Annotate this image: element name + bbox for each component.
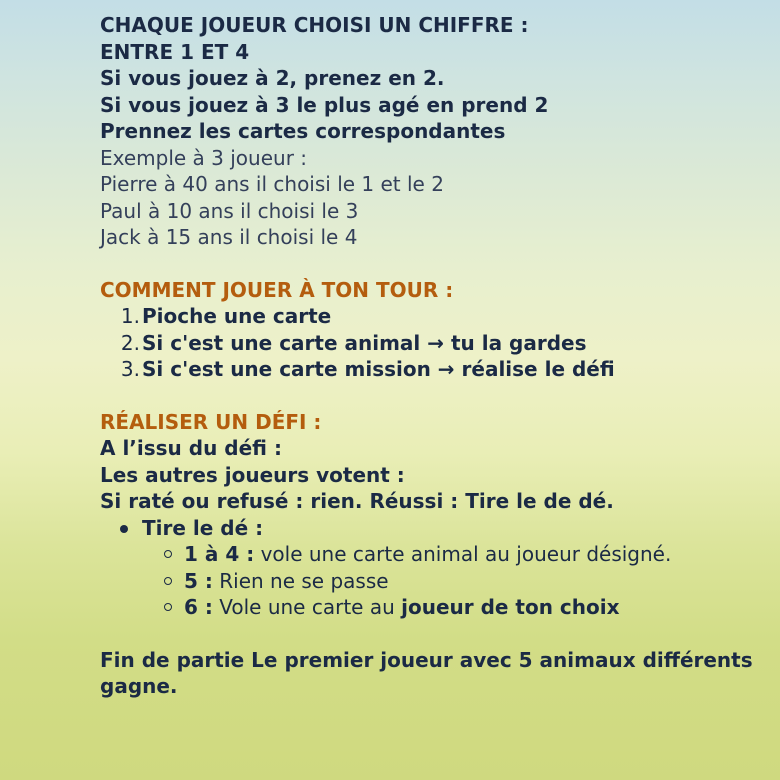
turn-step (100, 356, 760, 383)
example-line: Paul à 10 ans il choisi le 3 (100, 198, 359, 223)
defi-line-1: A l’issu du défi : (100, 436, 282, 460)
dice-bullet: Tire le dé : (100, 515, 760, 542)
turn-step-text: Pioche une carte (142, 304, 332, 328)
turn-step-number: 3. (120, 357, 140, 381)
dice-option-bold-tail: joueur de ton choix (401, 595, 620, 619)
dice-option-text: Rien ne se passe (212, 568, 389, 593)
turn-step-text: Si c'est une carte animal → tu la gardes (142, 330, 587, 355)
turn-heading: COMMENT JOUER À TON TOUR : (100, 277, 454, 302)
defi-heading: RÉALISER UN DÉFI : (100, 409, 322, 434)
defi-line-2: Les autres joueurs votent : (100, 462, 405, 487)
dice-option (100, 594, 760, 621)
turn-step (100, 303, 760, 330)
rules-card (100, 12, 760, 700)
intro-rule-3: Prennez les cartes correspondantes (100, 119, 506, 143)
dice-option-text: vole une carte animal au joueur désigné. (254, 542, 672, 566)
dice-option-key: 5 : (184, 568, 213, 593)
intro-heading (100, 12, 760, 65)
turn-step-text: Si c'est une carte mission → réalise le défi (142, 357, 615, 381)
end-of-game-text: Fin de partie Le premier joueur avec 5 animaux différents gagne. (100, 647, 753, 698)
spacer (100, 251, 760, 277)
intro-rule-1: Si vous jouez à 2, prenez en 2. (100, 66, 445, 90)
dice-option-key: 1 à 4 : (184, 542, 255, 566)
intro-heading-line1: CHAQUE JOUEUR CHOISI UN CHIFFRE : (100, 13, 529, 37)
example-title: Exemple à 3 joueur : (100, 145, 308, 170)
turn-step (100, 330, 760, 357)
spacer (100, 383, 760, 409)
intro-rule-2: Si vous jouez à 3 le plus agé en prend 2 (100, 92, 549, 117)
turn-step-number: 2. (120, 330, 140, 355)
example-line: Jack à 15 ans il choisi le 4 (100, 225, 358, 249)
defi-line-3: Si raté ou refusé : rien. Réussi : Tire le de dé. (100, 489, 614, 513)
turn-step-number: 1. (120, 304, 140, 328)
dice-option-key: 6 : (184, 595, 213, 619)
intro-heading-line2: ENTRE 1 ET 4 (100, 39, 250, 64)
dice-option-text: Vole une carte au (212, 595, 402, 619)
spacer (100, 621, 760, 647)
dice-option (100, 541, 760, 568)
example-line: Pierre à 40 ans il choisi le 1 et le 2 (100, 172, 444, 196)
dice-option (100, 568, 760, 595)
